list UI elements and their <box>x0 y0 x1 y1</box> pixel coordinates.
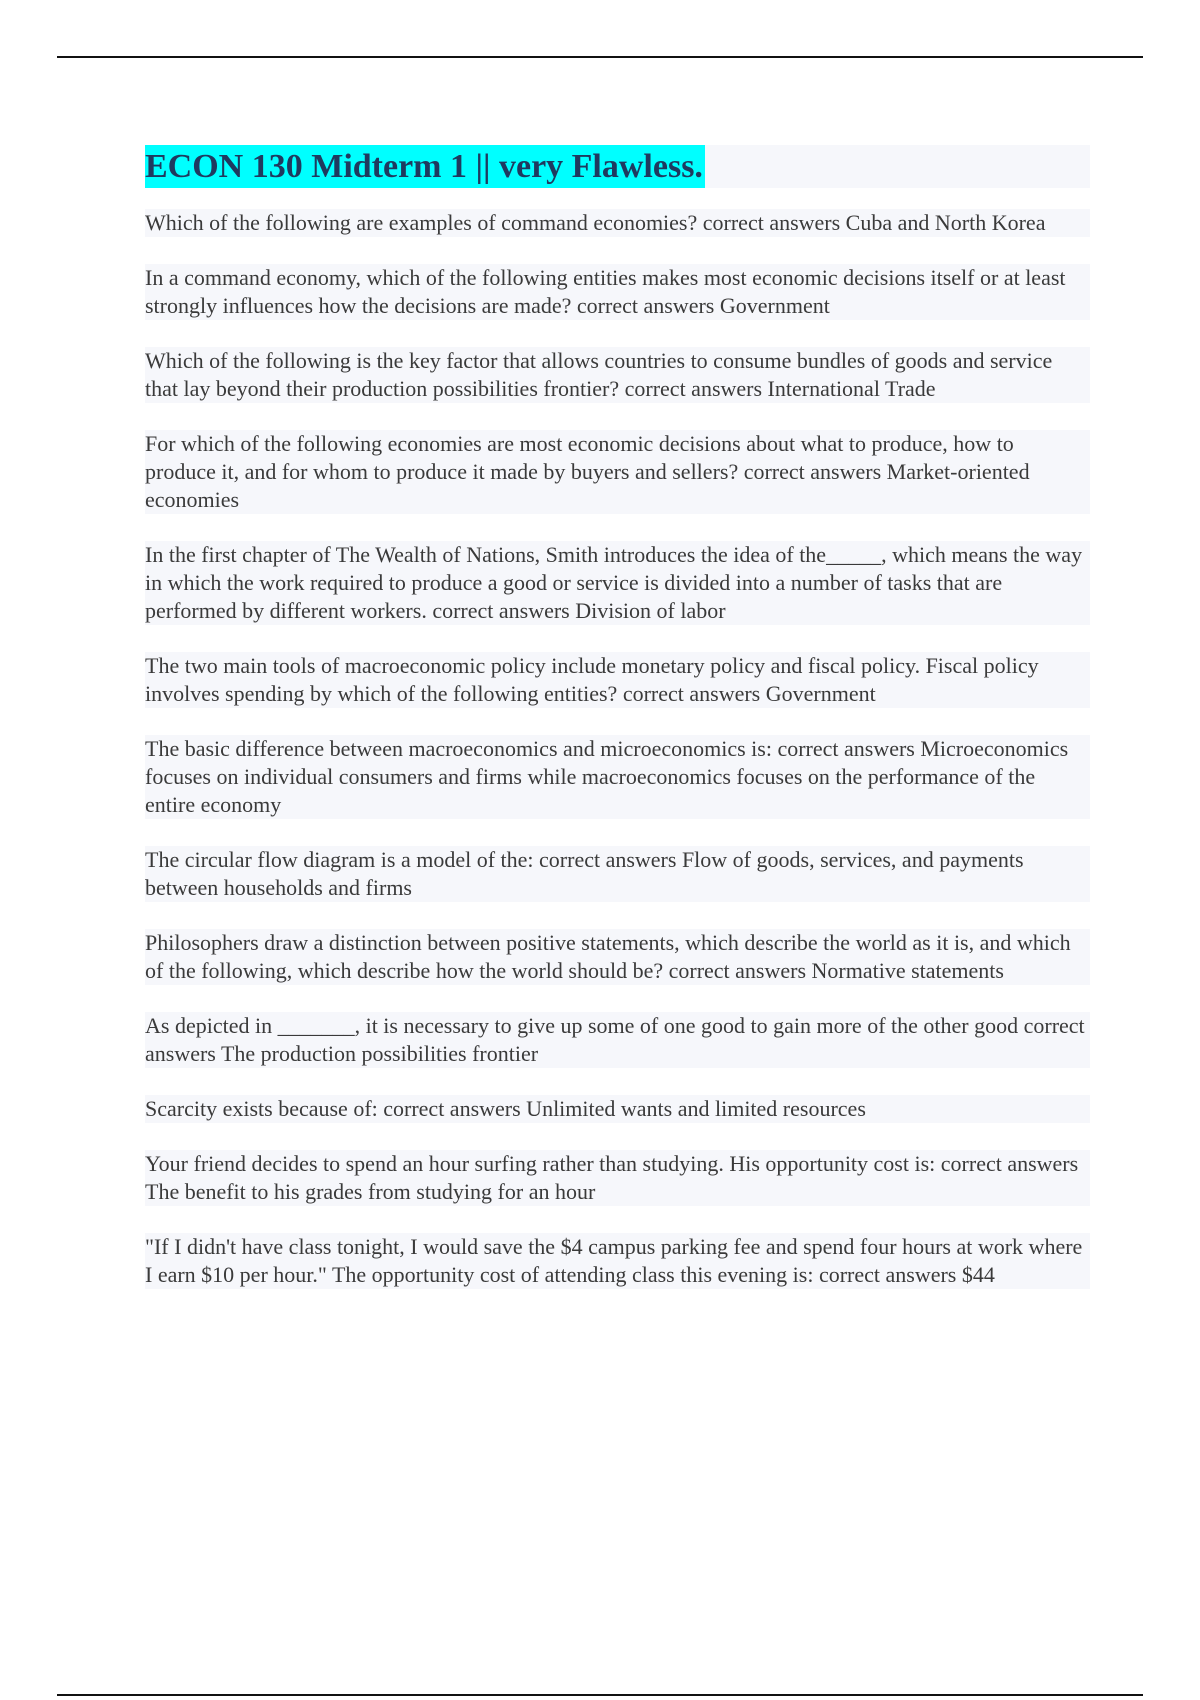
qa-item: For which of the following economies are most economic decisions about what to produce, how to produce it, and for whom to produce it made by buyers and sellers? correct answers Market-oriented economies <box>145 430 1090 514</box>
bottom-rule <box>57 1694 1143 1696</box>
title-band <box>145 145 1090 188</box>
qa-item: In a command economy, which of the following entities makes most economic decisions itself or at least strongly influences how the decisions are made? correct answers Government <box>145 264 1090 320</box>
top-rule <box>57 56 1143 58</box>
qa-item: Your friend decides to spend an hour surfing rather than studying. His opportunity cost is: correct answers The benefit to his grades from studying for an hour <box>145 1150 1090 1206</box>
qa-list <box>145 209 1090 1289</box>
qa-item: Which of the following is the key factor that allows countries to consume bundles of goods and service that lay beyond their production possibilities frontier? correct answers International Trade <box>145 347 1090 403</box>
qa-item: Which of the following are examples of command economies? correct answers Cuba and North Korea <box>145 209 1090 237</box>
qa-item: As depicted in _______, it is necessary to give up some of one good to gain more of the other good correct answers The production possibilities frontier <box>145 1012 1090 1068</box>
qa-item: The two main tools of macroeconomic policy include monetary policy and fiscal policy. Fiscal policy involves spending by which of the following entities? correct answers Government <box>145 652 1090 708</box>
qa-item: "If I didn't have class tonight, I would save the $4 campus parking fee and spend four hours at work where I earn $10 per hour." The opportunity cost of attending class this evening is: correct answers $44 <box>145 1233 1090 1289</box>
qa-item: In the first chapter of The Wealth of Nations, Smith introduces the idea of the_____, which means the way in which the work required to produce a good or service is divided into a number of tasks that are performed by different workers. correct answers Division of labor <box>145 541 1090 625</box>
qa-item: The circular flow diagram is a model of the: correct answers Flow of goods, services, and payments between households and firms <box>145 846 1090 902</box>
document-title: ECON 130 Midterm 1 || very Flawless. <box>145 145 705 188</box>
document-body <box>145 145 1090 1316</box>
qa-item: The basic difference between macroeconomics and microeconomics is: correct answers Microeconomics focuses on individual consumers and firms while macroeconomics focuses on the performance of the entire economy <box>145 735 1090 819</box>
qa-item: Scarcity exists because of: correct answers Unlimited wants and limited resources <box>145 1095 1090 1123</box>
qa-item: Philosophers draw a distinction between positive statements, which describe the world as it is, and which of the following, which describe how the world should be? correct answers Normative statements <box>145 929 1090 985</box>
